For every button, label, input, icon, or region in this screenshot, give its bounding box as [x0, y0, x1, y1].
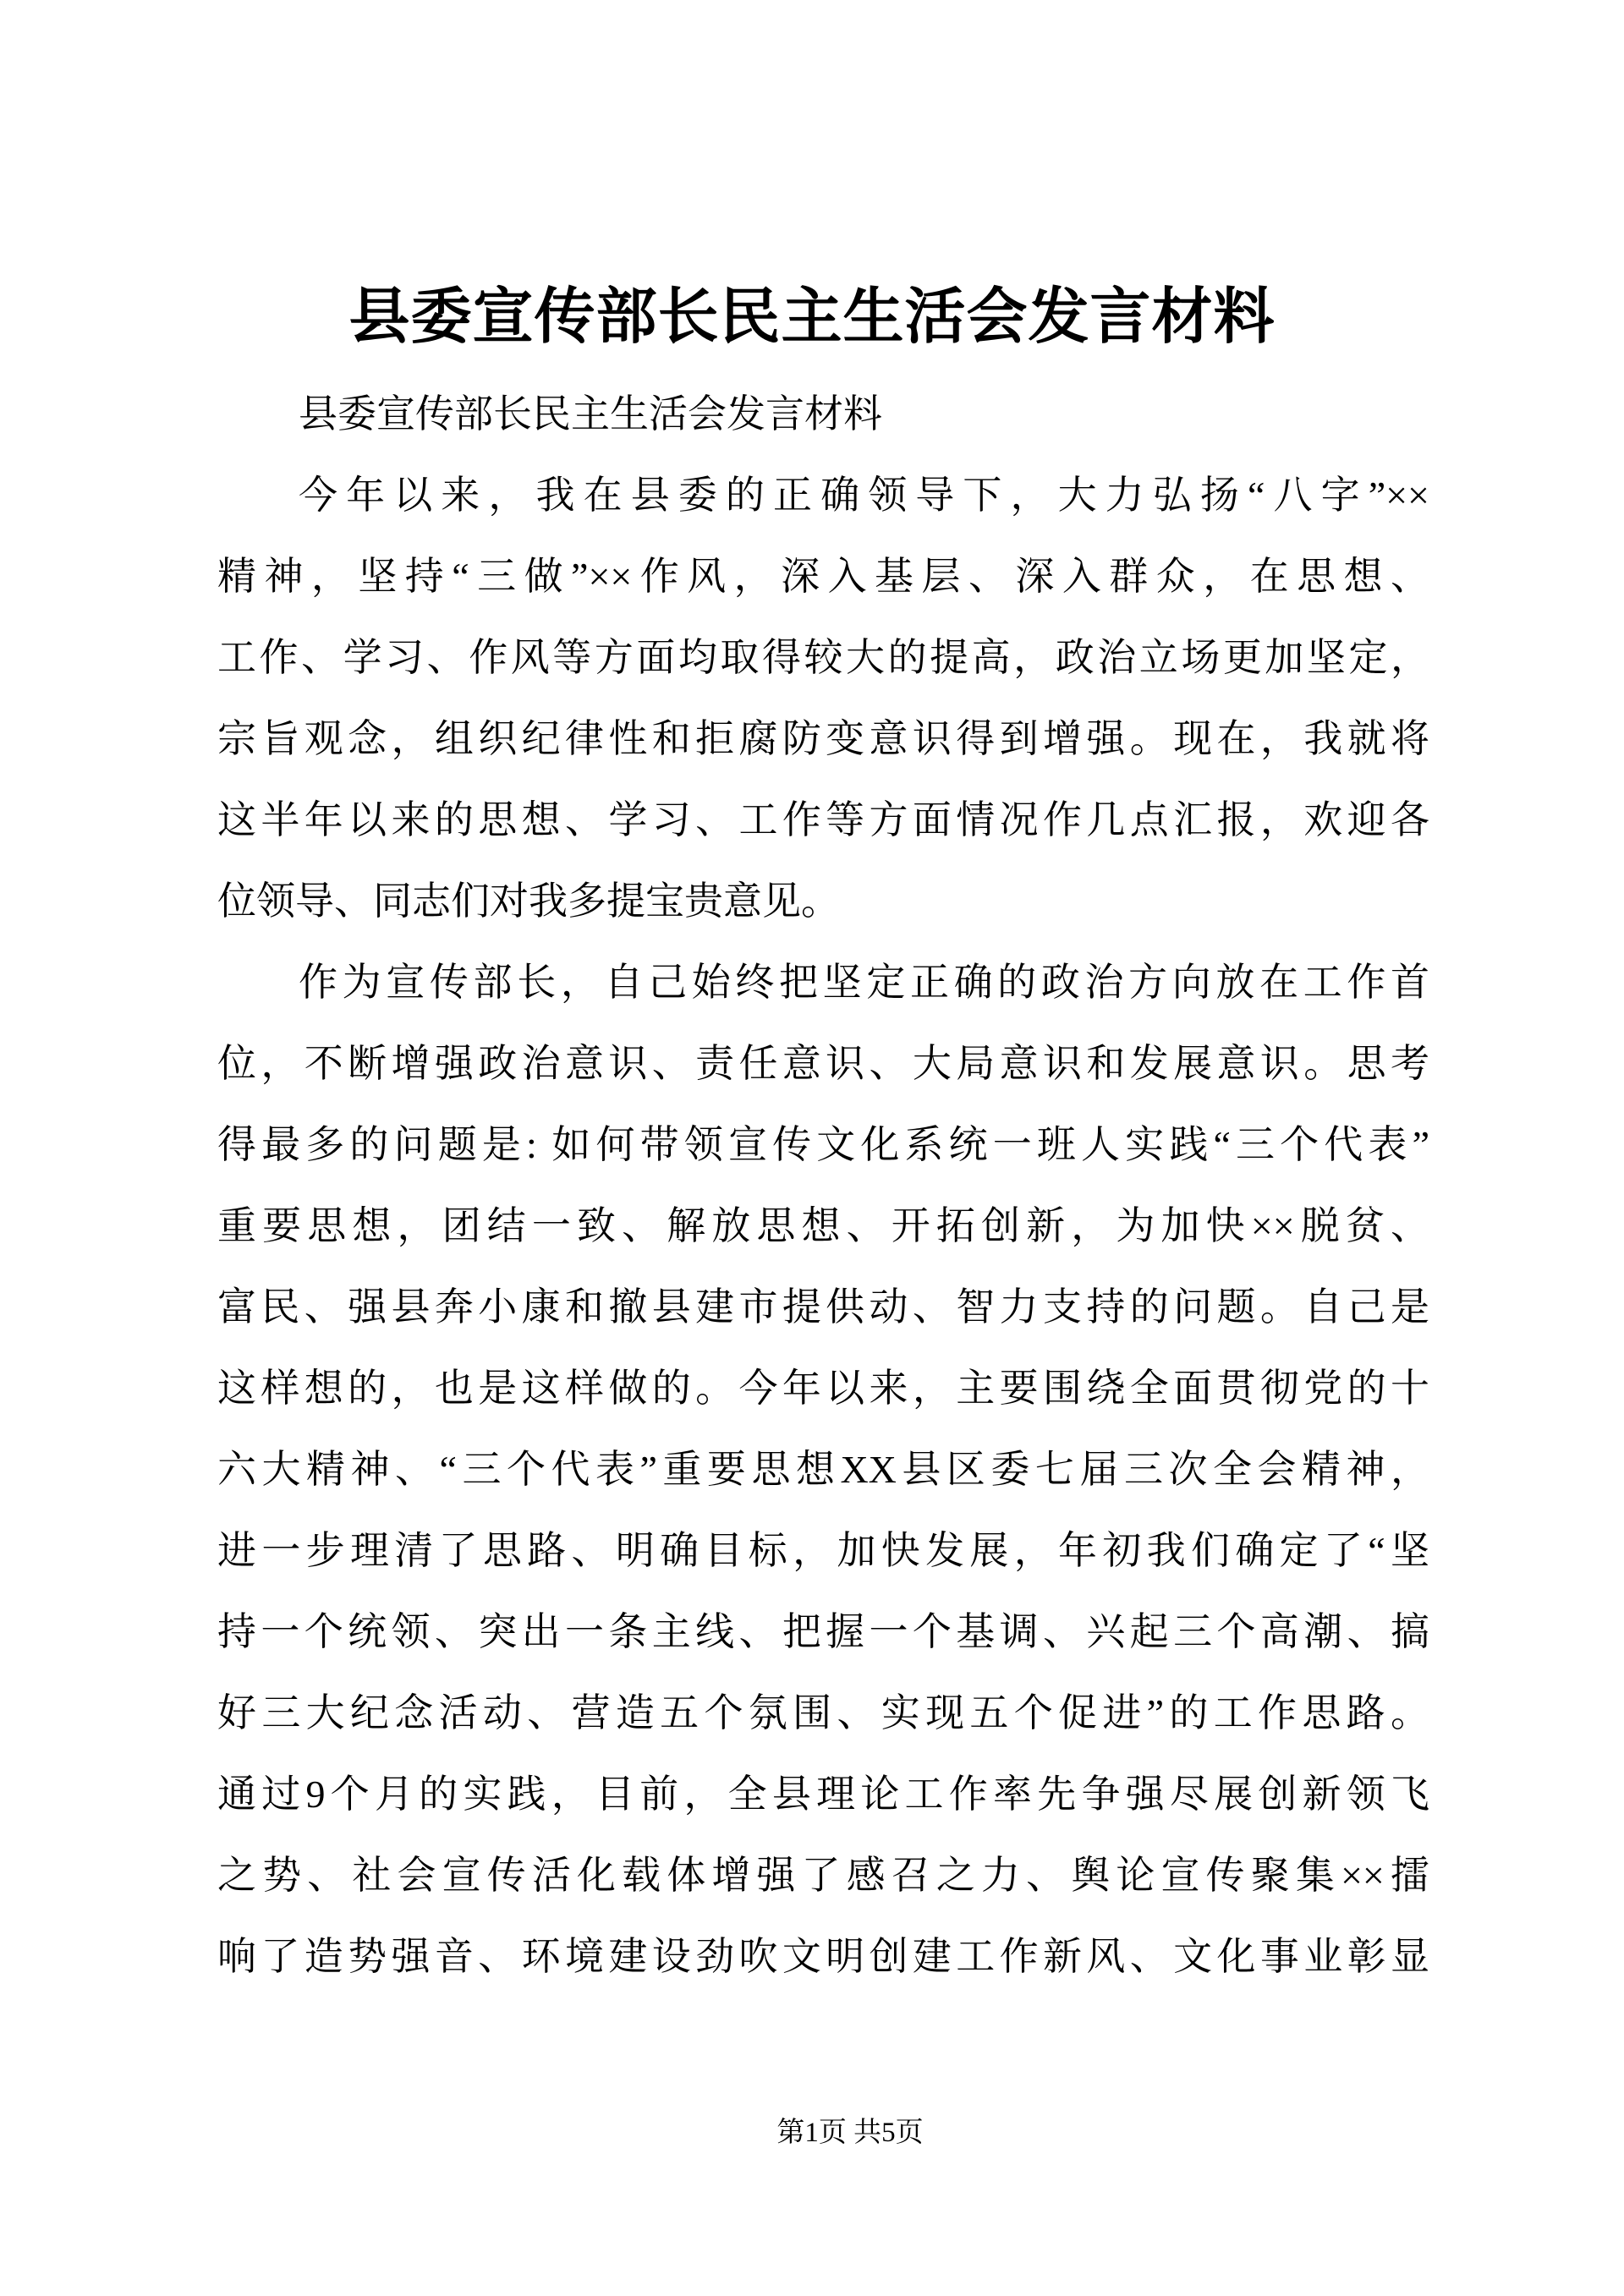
- body-line: 位，不断增强政治意识、责任意识、大局意识和发展意识。思考: [217, 1042, 1429, 1085]
- body-line: 今年以来，我在县委的正确领导下，大力弘扬“八字”××: [299, 474, 1429, 517]
- body-line: 精神，坚持“三做”××作风，深入基层、深入群众，在思想、: [217, 555, 1429, 598]
- body-line: 宗旨观念，组织纪律性和拒腐防变意识得到增强。现在，我就将: [217, 717, 1429, 760]
- document-title: 县委宣传部长民主生活会发言材料: [348, 283, 1276, 351]
- body-line: 好三大纪念活动、营造五个氛围、实现五个促进”的工作思路。: [217, 1691, 1429, 1734]
- body-line: 重要思想，团结一致、解放思想、开拓创新，为加快××脱贫、: [217, 1204, 1429, 1247]
- body-line: 得最多的问题是: 如何带领宣传文化系统一班人实践“三个代表”: [217, 1123, 1429, 1166]
- body-line: 六大精神、“三个代表”重要思想XX县区委七届三次全会精神，: [217, 1448, 1429, 1491]
- body-line: 响了造势强音、环境建设劲吹文明创建工作新风、文化事业彰显: [217, 1935, 1429, 1978]
- body-line: 作为宣传部长，自己始终把坚定正确的政治方向放在工作首: [299, 961, 1429, 1004]
- body-line: 富民、强县奔小康和撤县建市提供动、智力支持的问题。自己是: [217, 1285, 1429, 1329]
- page-footer: [0, 2112, 1624, 2153]
- document-body: [217, 374, 1429, 1997]
- body-line: 这半年以来的思想、学习、工作等方面情况作几点汇报，欢迎各: [217, 798, 1429, 841]
- page-number-label: 第1页 共5页: [776, 2118, 924, 2148]
- body-line: 之势、社会宣传活化载体增强了感召之力、舆论宣传聚集××擂: [217, 1854, 1429, 1897]
- body-line: 位领导、同志们对我多提宝贵意见。: [217, 879, 840, 923]
- body-line: 这样想的，也是这样做的。今年以来，主要围绕全面贯彻党的十: [217, 1367, 1429, 1410]
- body-line: 县委宣传部长民主生活会发言材料: [299, 392, 882, 436]
- body-line: 通过9个月的实践，目前，全县理论工作率先争强尽展创新领飞: [217, 1773, 1429, 1816]
- body-line: 进一步理清了思路、明确目标，加快发展，年初我们确定了“坚: [217, 1529, 1429, 1572]
- body-line: 持一个统领、突出一条主线、把握一个基调、兴起三个高潮、搞: [217, 1610, 1429, 1653]
- body-line: 工作、学习、作风等方面均取得较大的提高，政治立场更加坚定，: [217, 636, 1429, 679]
